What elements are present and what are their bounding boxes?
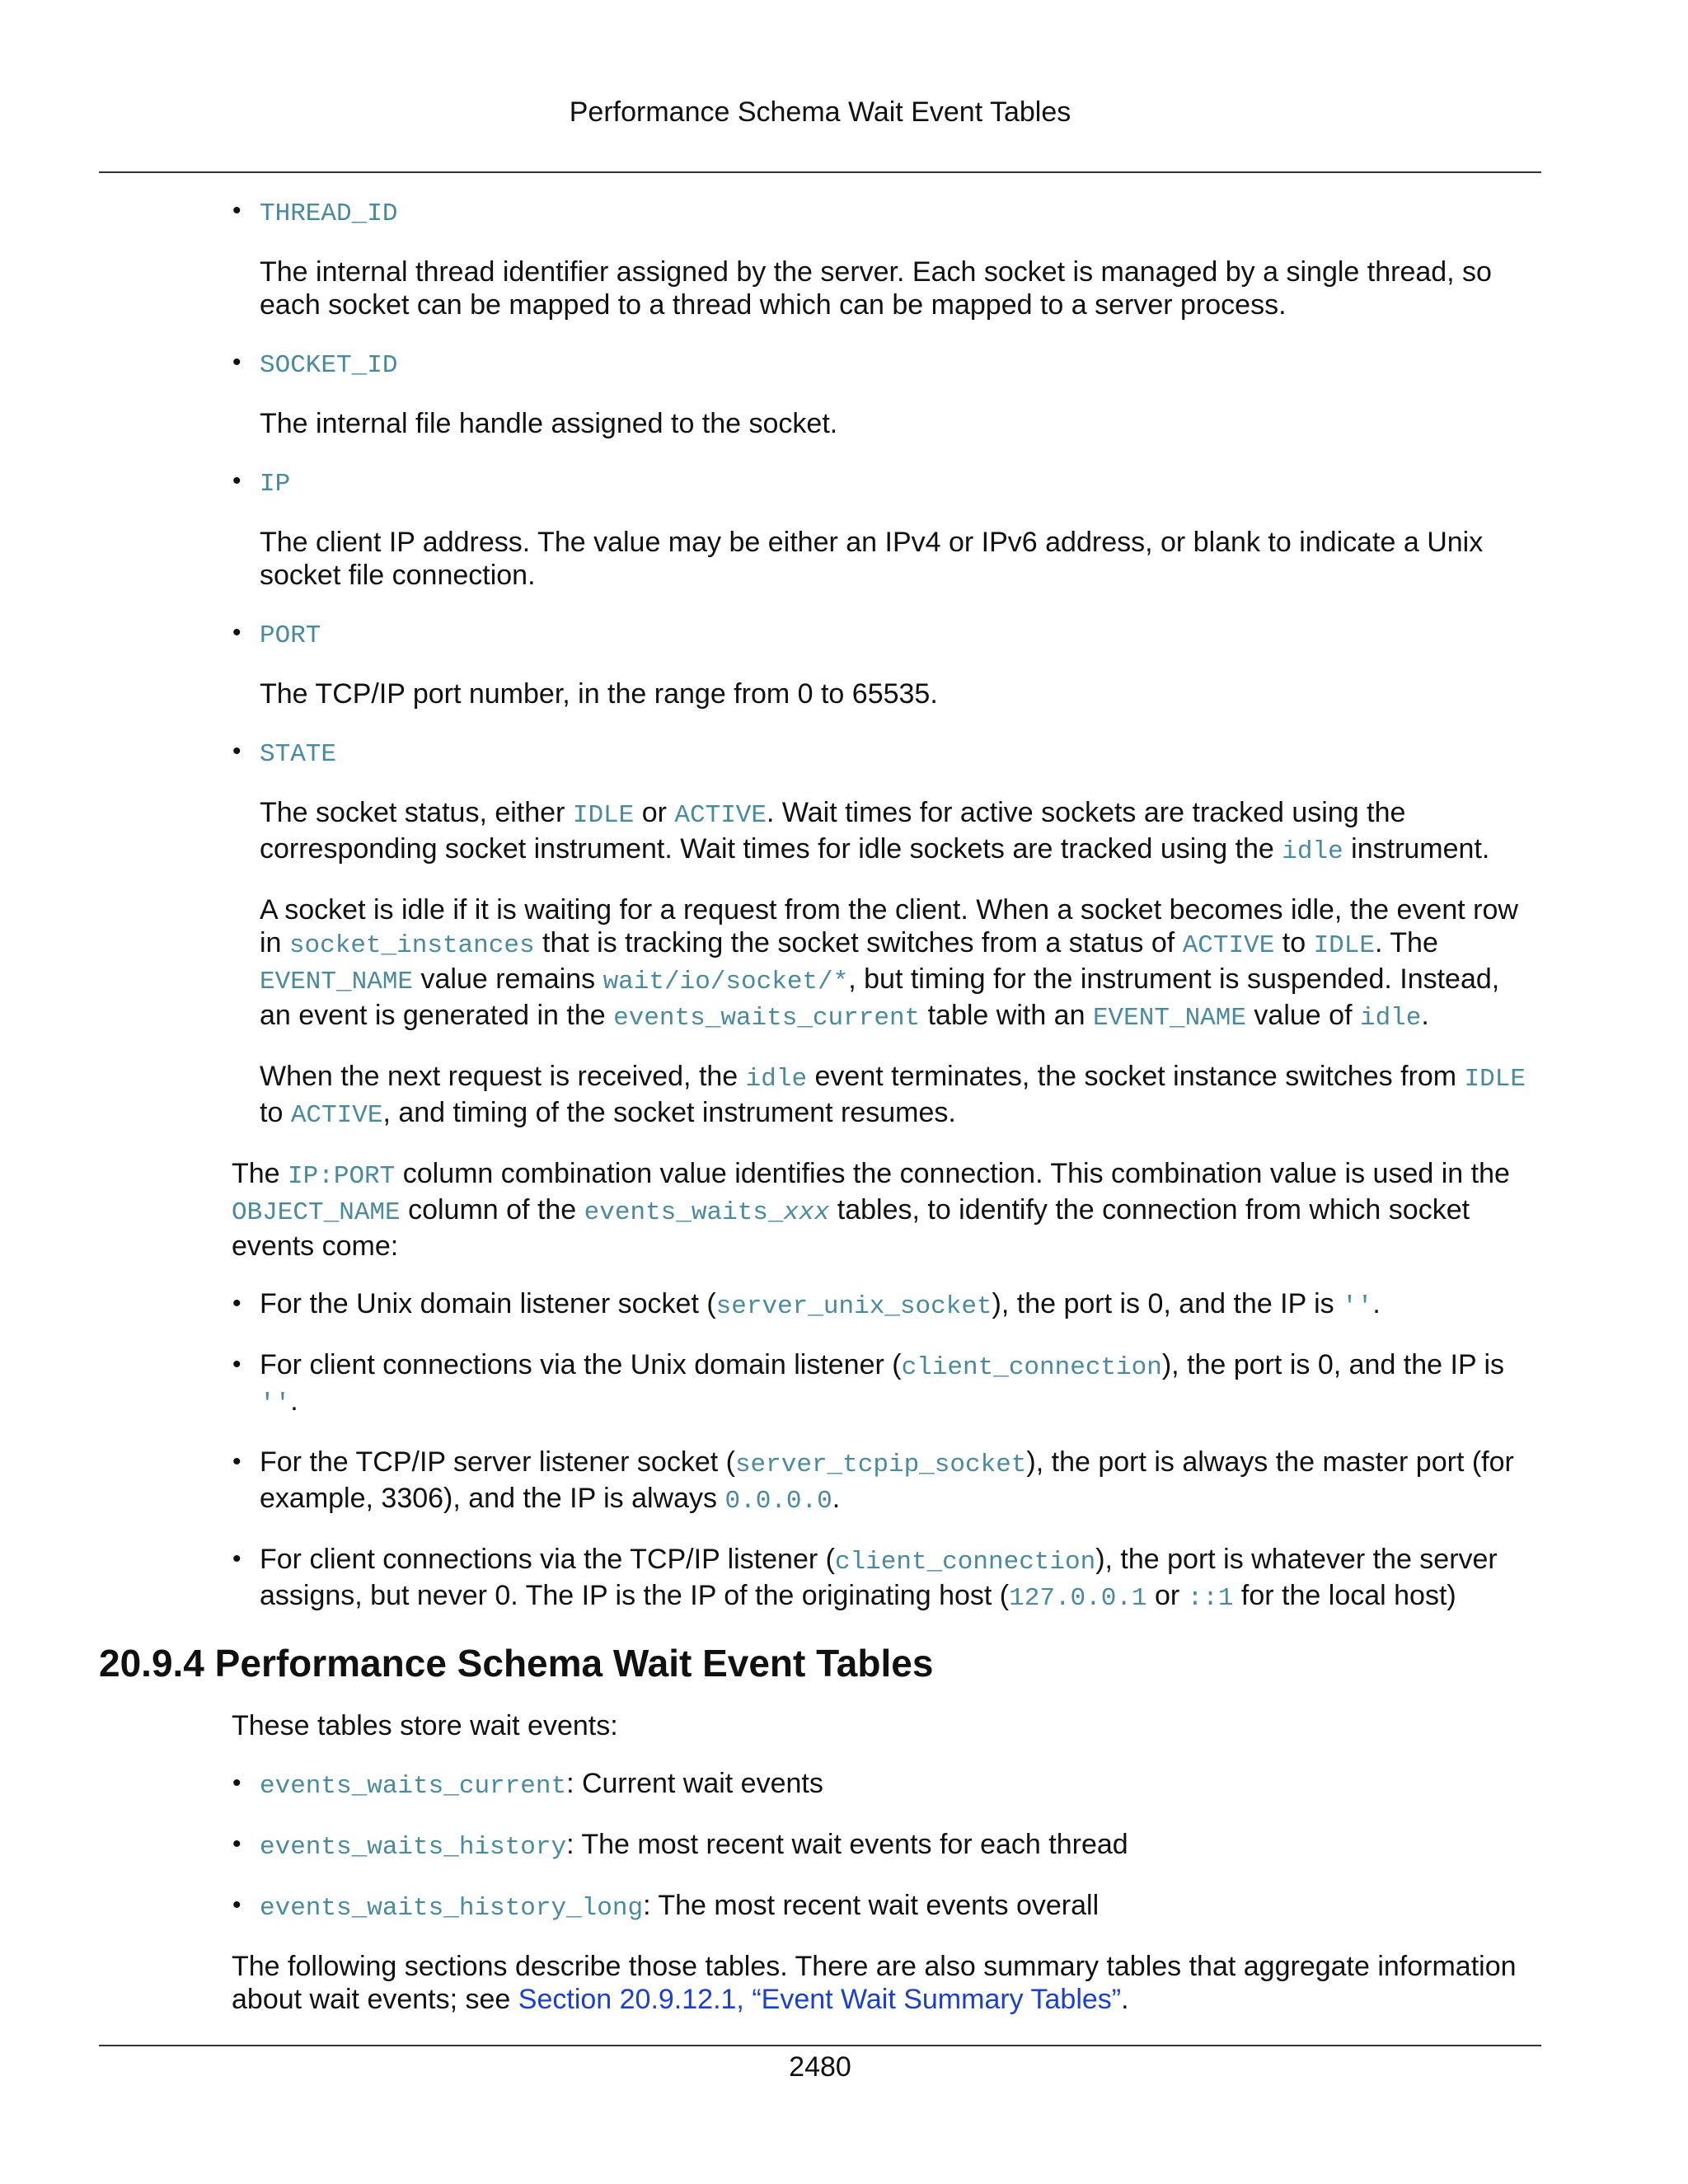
bullet-icon: • <box>232 1769 241 1797</box>
section-link[interactable]: Section 20.9.12.1, “Event Wait Summary Tables” <box>518 1984 1122 2015</box>
connection-text: For client connections via the Unix domain listener (client_connection), the port is 0, and the IP is ''. <box>260 1349 1505 1418</box>
bullet-icon: • <box>232 738 241 765</box>
column-name: STATE <box>260 740 337 769</box>
list-item <box>0 346 1529 440</box>
bullet-icon: • <box>232 197 241 224</box>
list-item <box>0 1348 1529 1421</box>
list-item <box>0 1767 1529 1803</box>
column-description: The internal thread identifier assigned by the server. Each socket is managed by a single thread, so each socket can be mapped to a thread which can be mapped to a server process. <box>260 256 1492 321</box>
bullet-icon: • <box>232 1891 241 1919</box>
bullet-icon: • <box>232 467 241 494</box>
list-item <box>0 1287 1529 1324</box>
bullet-icon: • <box>232 619 241 646</box>
state-paragraph: The socket status, either IDLE or ACTIVE. Wait times for active sockets are tracked using the corresponding socket instrument. Wait times for idle sockets are tracked using the idle instrument. <box>260 797 1490 866</box>
ipport-paragraph: The IP:PORT column combination value identifies the connection. This combination value is used in the OBJECT_NAME column of the events_waits_xxx tables, to identify the connection from which socket events come: <box>232 1158 1510 1262</box>
closing-paragraph: The following sections describe those tables. There are also summary tables that aggregate information about wait events; see Section 20.9.12.1, “Event Wait Summary Tables”. <box>232 1951 1517 2015</box>
column-name: IP <box>260 470 291 499</box>
column-list <box>0 194 1688 1132</box>
state-paragraph: When the next request is received, the idle event terminates, the socket instance switches from IDLE to ACTIVE, and timing of the socket instrument resumes. <box>260 1061 1526 1130</box>
connection-text: For the TCP/IP server listener socket (server_tcpip_socket), the port is always the master port (for example, 3306), and the IP is always 0.0.0.0. <box>260 1446 1514 1516</box>
list-item <box>0 735 1529 1132</box>
bullet-icon: • <box>232 1351 241 1378</box>
page-content <box>0 194 1688 2041</box>
footer-rule <box>99 2045 1541 2046</box>
list-item <box>0 1828 1529 1864</box>
list-item <box>0 616 1529 710</box>
connection-text: For client connections via the TCP/IP listener (client_connection), the port is whatever the server assigns, but never 0. The IP is the IP of the originating host (127.0.0.1 or ::1 for the local host) <box>260 1544 1498 1613</box>
table-name: events_waits_history <box>260 1833 567 1862</box>
bullet-icon: • <box>232 349 241 376</box>
column-name: PORT <box>260 621 321 650</box>
list-item <box>0 1446 1529 1518</box>
column-description: The TCP/IP port number, in the range from 0 to 65535. <box>260 678 938 710</box>
table-description: : The most recent wait events overall <box>643 1890 1100 1921</box>
bullet-icon: • <box>232 1545 241 1572</box>
running-header: Performance Schema Wait Event Tables <box>569 96 1071 128</box>
page-number: 2480 <box>789 2051 851 2083</box>
connection-list <box>0 1287 1688 1615</box>
table-name: events_waits_history_long <box>260 1894 644 1923</box>
column-name: SOCKET_ID <box>260 351 398 380</box>
table-description: : The most recent wait events for each thread <box>566 1829 1128 1860</box>
column-name: THREAD_ID <box>260 199 398 228</box>
bullet-icon: • <box>232 1448 241 1475</box>
state-paragraph: A socket is idle if it is waiting for a request from the client. When a socket becomes idle, the event row in socket_instances that is tracking the socket switches from a status of ACTIVE to IDLE. The EVENT_NAME value remains wait/io/socket/*, but timing for the instrument is suspended. Instead, an event is generated in the events_waits_current table with an EVENT_NAME value of idle. <box>260 894 1518 1033</box>
bullet-icon: • <box>232 1290 241 1317</box>
list-item <box>0 1889 1529 1925</box>
column-description: The client IP address. The value may be either an IPv4 or IPv6 address, or blank to indicate a Unix socket file connection. <box>260 527 1484 591</box>
header-rule <box>99 171 1541 173</box>
section-heading: 20.9.4 Performance Schema Wait Event Tables <box>99 1642 934 1685</box>
column-description: The internal file handle assigned to the socket. <box>260 408 838 439</box>
bullet-icon: • <box>232 1830 241 1858</box>
wait-table-list <box>0 1767 1688 1925</box>
table-name: events_waits_current <box>260 1772 567 1801</box>
section-intro: These tables store wait events: <box>232 1710 618 1741</box>
table-description: : Current wait events <box>566 1768 823 1799</box>
list-item <box>0 465 1529 592</box>
list-item <box>0 1543 1529 1615</box>
list-item <box>0 194 1529 321</box>
connection-text: For the Unix domain listener socket (server_unix_socket), the port is 0, and the IP is ''. <box>260 1288 1381 1321</box>
